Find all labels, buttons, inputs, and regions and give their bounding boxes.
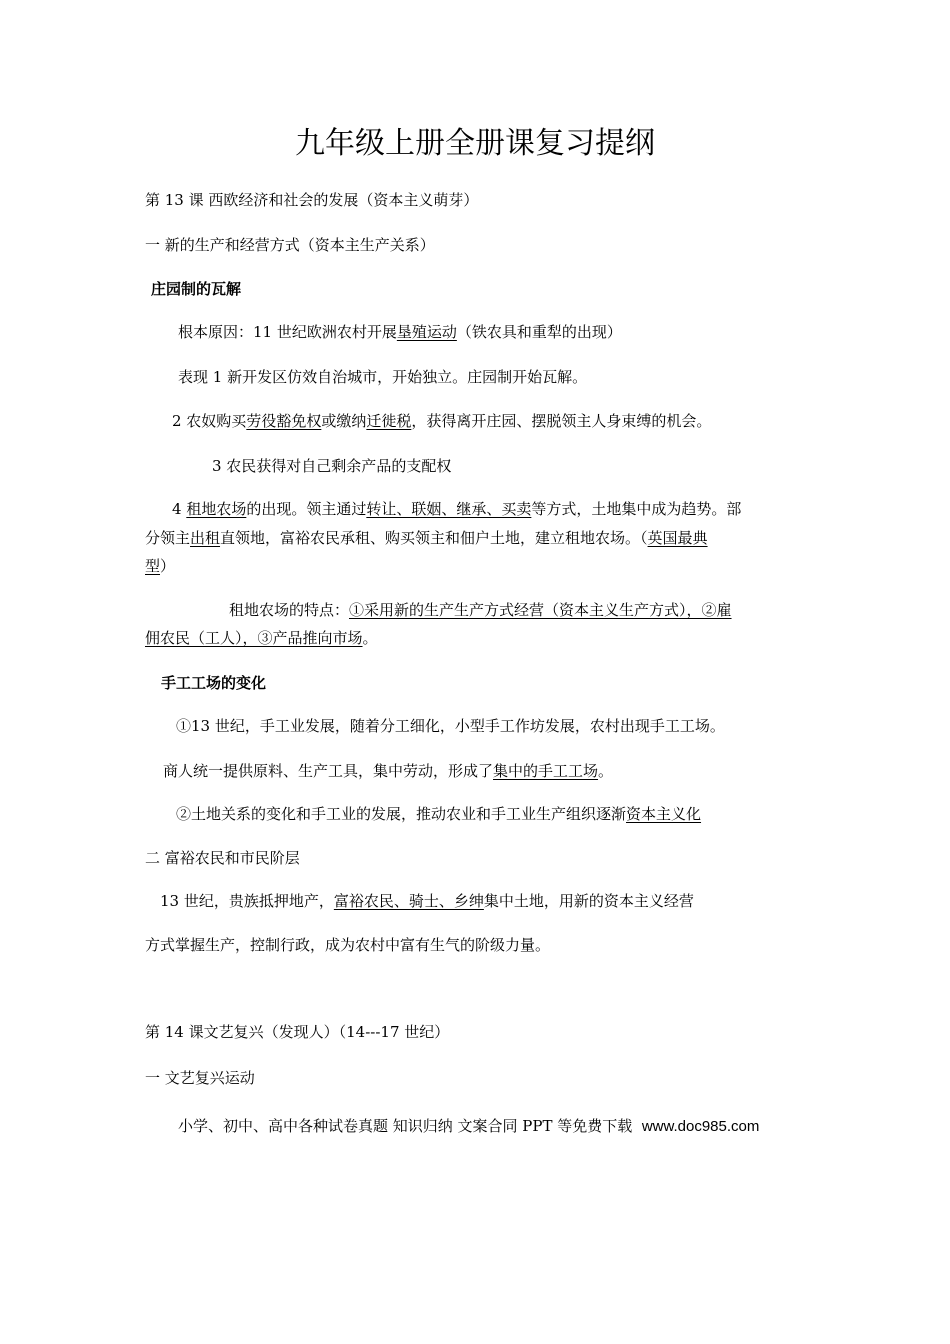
text: 直领地，富裕农民承租、购买领主和佃户土地，建立租地农场。（ [220, 529, 648, 547]
document-title: 九年级上册全册课复习提纲 [295, 126, 655, 161]
text: 商人统一提供原料、生产工具，集中劳动，形成了 [163, 762, 494, 780]
underlined-text: 劳役豁免权 [246, 412, 322, 430]
paragraph-manifestation-2 [172, 411, 950, 431]
footer-text: 小学、初中、高中各种试卷真题 知识归纳 文案合同 PPT 等免费下载 [178, 1117, 633, 1135]
text: 租地农场的特点： [229, 601, 350, 619]
paragraph-manifestation-4 [172, 499, 950, 519]
subheading-workshop-change: 手工工场的变化 [161, 674, 267, 692]
underlined-text: 垦殖运动 [396, 323, 457, 341]
paragraph-workshop-3 [176, 804, 950, 824]
paragraph-rich-farmers [160, 891, 950, 911]
text: 集中土地，用新的资本主义经营 [483, 892, 694, 910]
paragraph-root-cause [178, 322, 950, 342]
text: 或缴纳 [321, 412, 367, 430]
text: ） [160, 557, 176, 575]
paragraph-manifestation-4-cont [145, 528, 950, 548]
underlined-text: ①采用新的生产生产方式经营（资本主义生产方式），②雇 [349, 601, 732, 619]
underlined-text: 富裕农民、骑士、乡绅 [333, 892, 484, 910]
underlined-text: 资本主义化 [626, 805, 702, 823]
text: （铁农具和重犁的出现） [456, 323, 622, 341]
underlined-text: 英国最典 [647, 529, 708, 547]
paragraph-rich-farmers-cont: 方式掌握生产，控制行政，成为农村中富有生气的阶级力量。 [145, 936, 551, 954]
underlined-text: 型 [145, 557, 161, 575]
text: 13 世纪，贵族抵押地产， [160, 892, 334, 910]
paragraph-workshop-2 [163, 761, 950, 781]
lesson13-heading: 第 13 课 西欧经济和社会的发展（资本主义萌芽） [145, 191, 479, 209]
text: 。 [362, 629, 378, 647]
text: 等方式，土地集中成为趋势。部 [531, 500, 742, 518]
paragraph-manifestation-1: 表现 1 新开发区仿效自治城市，开始独立。庄园制开始瓦解。 [178, 368, 588, 386]
underlined-text: 出租 [190, 529, 221, 547]
text: 2 农奴购买 [172, 412, 247, 430]
underlined-text: 迁徙税 [366, 412, 412, 430]
footer-link[interactable]: www.doc985.com [641, 1118, 760, 1135]
text: ，获得离开庄园、摆脱领主人身束缚的机会。 [411, 412, 712, 430]
text: 根本原因：11 世纪欧洲农村开展 [178, 323, 397, 341]
underlined-text: 佣农民（工人），③产品推向市场 [145, 629, 363, 647]
text: 4 [172, 500, 187, 518]
section-1-heading: 一 新的生产和经营方式（资本主生产关系） [145, 236, 435, 254]
subheading-manor-collapse: 庄园制的瓦解 [151, 280, 242, 298]
text: 的出现。领主通过 [246, 500, 367, 518]
lesson14-heading: 第 14 课文艺复兴（发现人）（14---17 世纪） [145, 1023, 450, 1041]
text: 分领主 [145, 529, 191, 547]
text: ②土地关系的变化和手工业的发展，推动农业和手工业生产组织逐渐 [176, 805, 627, 823]
footer-note [178, 1116, 950, 1137]
paragraph-farm-features [229, 600, 950, 620]
paragraph-manifestation-3: 3 农民获得对自己剩余产品的支配权 [212, 457, 452, 475]
underlined-text: 租地农场 [186, 500, 247, 518]
section-2-heading: 二 富裕农民和市民阶层 [145, 849, 300, 867]
lesson14-section-1-heading: 一 文艺复兴运动 [145, 1069, 255, 1087]
paragraph-manifestation-4-end [145, 556, 950, 576]
underlined-text: 集中的手工工场 [493, 762, 599, 780]
paragraph-workshop-1: ①13 世纪，手工业发展，随着分工细化，小型手工作坊发展，农村出现手工工场。 [176, 717, 725, 735]
text: 。 [598, 762, 614, 780]
paragraph-farm-features-cont [145, 628, 950, 648]
underlined-text: 转让、联姻、继承、买卖 [366, 500, 532, 518]
